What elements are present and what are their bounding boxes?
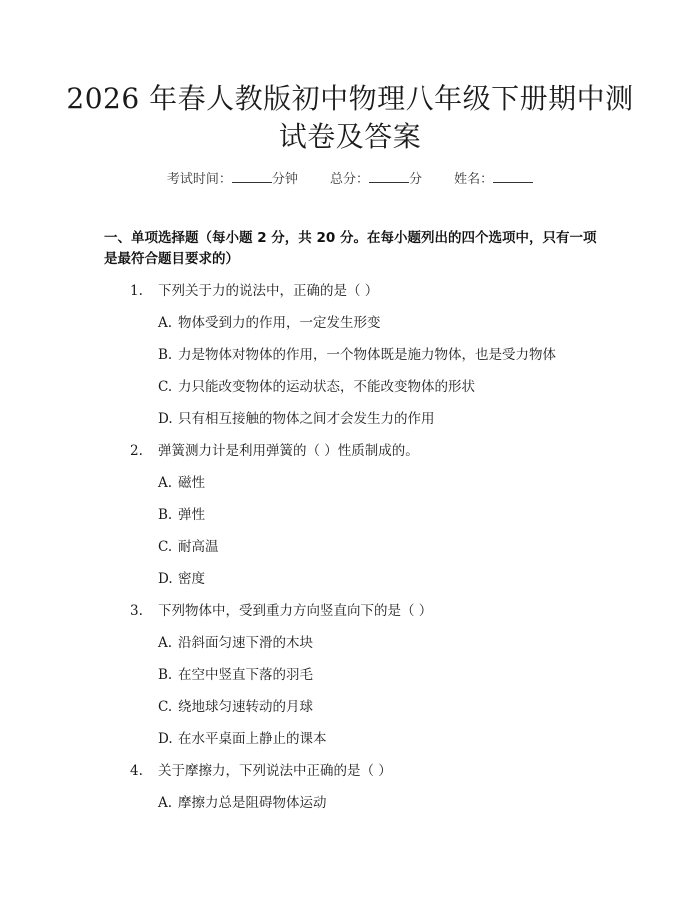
exam-time-unit: 分钟	[271, 172, 298, 187]
option-3a	[158, 634, 313, 652]
option-letter: A.	[158, 795, 173, 811]
option-letter: D.	[158, 571, 173, 587]
option-1a	[158, 314, 381, 332]
question-1	[130, 282, 378, 300]
option-letter: C.	[158, 699, 173, 715]
option-1b	[158, 346, 556, 364]
question-number: 4.	[130, 763, 143, 779]
student-name-label: 姓名：	[454, 172, 494, 187]
option-text: 在水平桌面上静止的课本	[178, 731, 327, 747]
option-letter: D.	[158, 731, 173, 747]
option-4a	[158, 794, 327, 812]
option-letter: D.	[158, 411, 173, 427]
option-letter: A.	[158, 475, 173, 491]
option-letter: B.	[158, 667, 173, 683]
option-text: 沿斜面匀速下滑的木块	[178, 635, 313, 651]
exam-time-label: 考试时间：	[166, 172, 232, 187]
exam-info-line	[0, 168, 700, 187]
question-number: 2.	[130, 443, 143, 459]
title-line-1: 2026 年春人教版初中物理八年级下册期中测	[66, 82, 634, 115]
option-1d	[158, 410, 435, 428]
question-text: 下列物体中，受到重力方向竖直向下的是（ ）	[158, 603, 433, 619]
option-text: 摩擦力总是阻碍物体运动	[178, 795, 327, 811]
option-text: 耐高温	[178, 539, 219, 555]
option-text: 物体受到力的作用，一定发生形变	[178, 315, 381, 331]
total-score-unit: 分	[409, 172, 423, 187]
page-title	[0, 80, 700, 156]
title-line-2: 试卷及答案	[278, 120, 422, 153]
option-3c	[158, 698, 313, 716]
question-text: 弹簧测力计是利用弹簧的（ ）性质制成的。	[158, 443, 419, 459]
total-score-label: 总分：	[329, 172, 369, 187]
option-3d	[158, 730, 327, 748]
option-letter: B.	[158, 507, 173, 523]
student-name-blank	[493, 170, 533, 183]
option-text: 密度	[178, 571, 205, 587]
section-heading: 一、单项选择题（每小题 2 分，共 20 分。在每小题列出的四个选项中，只有一项是最符合题目要求的）	[104, 230, 597, 267]
option-text: 磁性	[178, 475, 205, 491]
exam-time-field	[167, 172, 302, 187]
option-letter: B.	[158, 347, 173, 363]
student-name-field	[454, 172, 533, 187]
option-letter: A.	[158, 315, 173, 331]
option-1c	[158, 378, 475, 396]
question-3	[130, 602, 432, 620]
question-text: 下列关于力的说法中，正确的是（ ）	[158, 283, 379, 299]
option-text: 力只能改变物体的运动状态，不能改变物体的形状	[178, 379, 475, 395]
option-letter: C.	[158, 539, 173, 555]
option-text: 绕地球匀速转动的月球	[178, 699, 313, 715]
option-2a	[158, 474, 205, 492]
option-text: 弹性	[178, 507, 205, 523]
option-letter: C.	[158, 379, 173, 395]
option-2d	[158, 570, 205, 588]
option-text: 只有相互接触的物体之间才会发生力的作用	[178, 411, 435, 427]
total-score-blank	[369, 170, 409, 183]
option-3b	[158, 666, 313, 684]
option-text: 在空中竖直下落的羽毛	[178, 667, 313, 683]
option-2c	[158, 538, 219, 556]
total-score-field	[330, 172, 426, 187]
option-letter: A.	[158, 635, 173, 651]
option-2b	[158, 506, 205, 524]
question-number: 1.	[130, 283, 143, 299]
question-text: 关于摩擦力，下列说法中正确的是（ ）	[158, 763, 392, 779]
question-4	[130, 762, 392, 780]
option-text: 力是物体对物体的作用，一个物体既是施力物体，也是受力物体	[178, 347, 556, 363]
question-2	[130, 442, 419, 460]
exam-time-blank	[232, 170, 272, 183]
question-number: 3.	[130, 603, 143, 619]
